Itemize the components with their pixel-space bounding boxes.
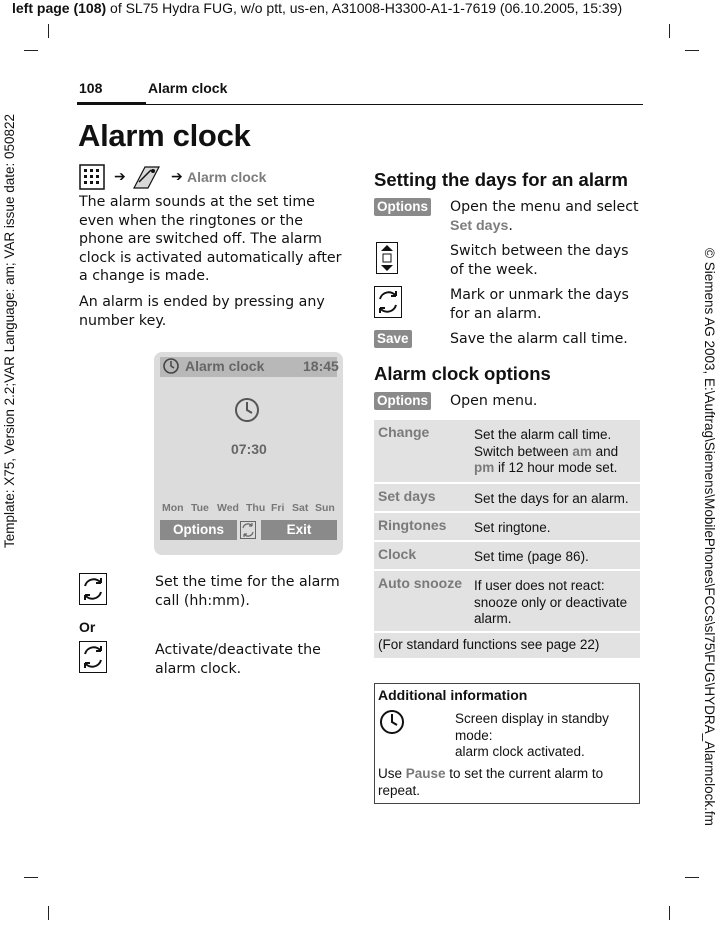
navigation-key-icon <box>374 286 402 318</box>
arrow-icon: ➔ <box>114 168 126 184</box>
screen-clock: 18:45 <box>303 358 339 374</box>
text: to set the current alarm to repeat. <box>378 766 604 798</box>
step-activate: Activate/deactivate the alarm clock. <box>155 642 321 677</box>
running-title: Alarm clock <box>148 80 228 96</box>
option-value: Set ringtone. <box>474 520 551 535</box>
crop-mark <box>669 906 670 920</box>
text: and <box>591 443 619 459</box>
crop-mark <box>685 877 699 878</box>
option-row-auto-snooze <box>374 571 640 631</box>
option-key: Set days <box>378 488 436 504</box>
weekday-label: Tue <box>191 502 209 514</box>
option-value: Set the days for an alarm. <box>474 491 629 506</box>
weekday-label: Wed <box>217 502 239 514</box>
weekday-label: Sat <box>292 502 309 514</box>
text: if 12 hour mode set. <box>494 460 618 475</box>
am-term: am <box>572 443 592 459</box>
crop-mark <box>24 877 38 878</box>
text: Set the alarm call time. Switch between <box>474 427 612 459</box>
intro-paragraph: The alarm sounds at the set time even when the ringtones or the phone are switched off. The alarm clock is activated automatically after a change is made. <box>79 194 342 285</box>
nav-path <box>79 164 299 192</box>
softkey-options[interactable]: Options <box>160 520 237 540</box>
arrow-icon: ➔ <box>171 168 183 184</box>
left-margin-text: Template: X75, Version 2.2;VAR Language: am; VAR issue date: 050822 <box>2 113 17 548</box>
option-key: Auto snooze <box>378 575 462 591</box>
pm-term: pm <box>474 460 495 475</box>
days-row-mark: Mark or unmark the days for an alarm. <box>450 287 629 322</box>
weekday-label: Sun <box>315 502 335 514</box>
days-row-switch: Switch between the days of the week. <box>450 243 629 278</box>
header-rule <box>146 104 643 105</box>
option-value <box>474 427 636 477</box>
file-header-rest: of SL75 Hydra FUG, w/o ptt, us-en, A31008-H3300-A1-1-7619 (06.10.2005, 15:39) <box>106 0 623 16</box>
navigation-key-icon <box>79 573 107 605</box>
options-softkey[interactable]: Options <box>374 198 431 216</box>
step-set-time: Set the time for the alarm call (hh:mm). <box>155 574 340 609</box>
weekday-label: Fri <box>271 502 285 514</box>
nav-path-label: Alarm clock <box>187 169 267 185</box>
set-days-term: Set days <box>450 217 509 234</box>
option-row-set-days <box>374 484 640 511</box>
alarm-clock-icon <box>162 357 180 375</box>
standard-functions-note: (For standard functions see page 22) <box>378 637 600 652</box>
weekday-label: Thu <box>246 502 266 514</box>
option-key: Clock <box>378 546 417 562</box>
softkey-exit[interactable]: Exit <box>261 520 337 540</box>
or-label: Or <box>79 619 96 635</box>
navigation-key-icon <box>240 521 256 539</box>
text: . <box>508 217 513 234</box>
option-row-standard <box>374 633 640 658</box>
right-margin-text: © Siemens AG 2003, E:\Auftrag\Siemens\MobilePhones\FCCs\sl75\FUG\HYDRA_Alarmclock.fm <box>702 248 717 826</box>
option-row-ringtones <box>374 513 640 540</box>
info-box <box>374 683 640 804</box>
option-value: Set time (page 86). <box>474 549 589 564</box>
alarm-time: 07:30 <box>231 441 267 457</box>
file-header-bold: left page (108) <box>12 0 107 16</box>
alarm-clock-icon <box>378 708 406 736</box>
info-box-title: Additional information <box>378 687 528 703</box>
crop-mark <box>24 50 38 51</box>
save-softkey[interactable]: Save <box>374 330 412 348</box>
section-heading-options: Alarm clock options <box>374 363 551 384</box>
info-pause-text <box>378 766 636 799</box>
days-row-save: Save the alarm call time. <box>450 331 628 347</box>
crop-mark <box>48 906 49 920</box>
alarm-clock-icon <box>233 396 261 424</box>
crop-mark <box>669 24 670 38</box>
phone-screen <box>154 352 343 555</box>
text: alarm clock activated. <box>455 744 585 759</box>
weekday-label: Mon <box>162 502 184 514</box>
crop-mark <box>48 24 49 38</box>
options-softkey[interactable]: Options <box>374 392 431 410</box>
option-row-clock <box>374 542 640 569</box>
days-row-open-menu <box>450 198 642 235</box>
page-title: Alarm clock <box>78 118 251 153</box>
page-number: 108 <box>79 80 103 96</box>
intro-paragraph: An alarm is ended by pressing any number key. <box>79 294 325 329</box>
organiser-icon <box>131 164 161 190</box>
screen-title: Alarm clock <box>185 358 265 374</box>
option-value: If user does not react: snooze only or deactivate alarm. <box>474 578 628 626</box>
options-open-menu: Open menu. <box>450 393 538 409</box>
info-display-text <box>455 711 635 761</box>
file-header <box>12 0 712 16</box>
text: Screen display in standby mode: <box>455 711 609 743</box>
pause-term: Pause <box>405 766 446 781</box>
crop-mark <box>685 50 699 51</box>
up-down-key-icon <box>376 242 398 274</box>
navigation-key-icon <box>79 641 107 673</box>
menu-grid-icon <box>79 164 105 190</box>
option-key: Ringtones <box>378 517 447 533</box>
section-heading-days: Setting the days for an alarm <box>374 169 628 190</box>
text: Open the menu and select <box>450 199 639 215</box>
text: Use <box>378 766 406 781</box>
option-row-change <box>374 420 640 482</box>
option-key: Change <box>378 424 430 440</box>
header-rule-thick <box>77 102 146 105</box>
